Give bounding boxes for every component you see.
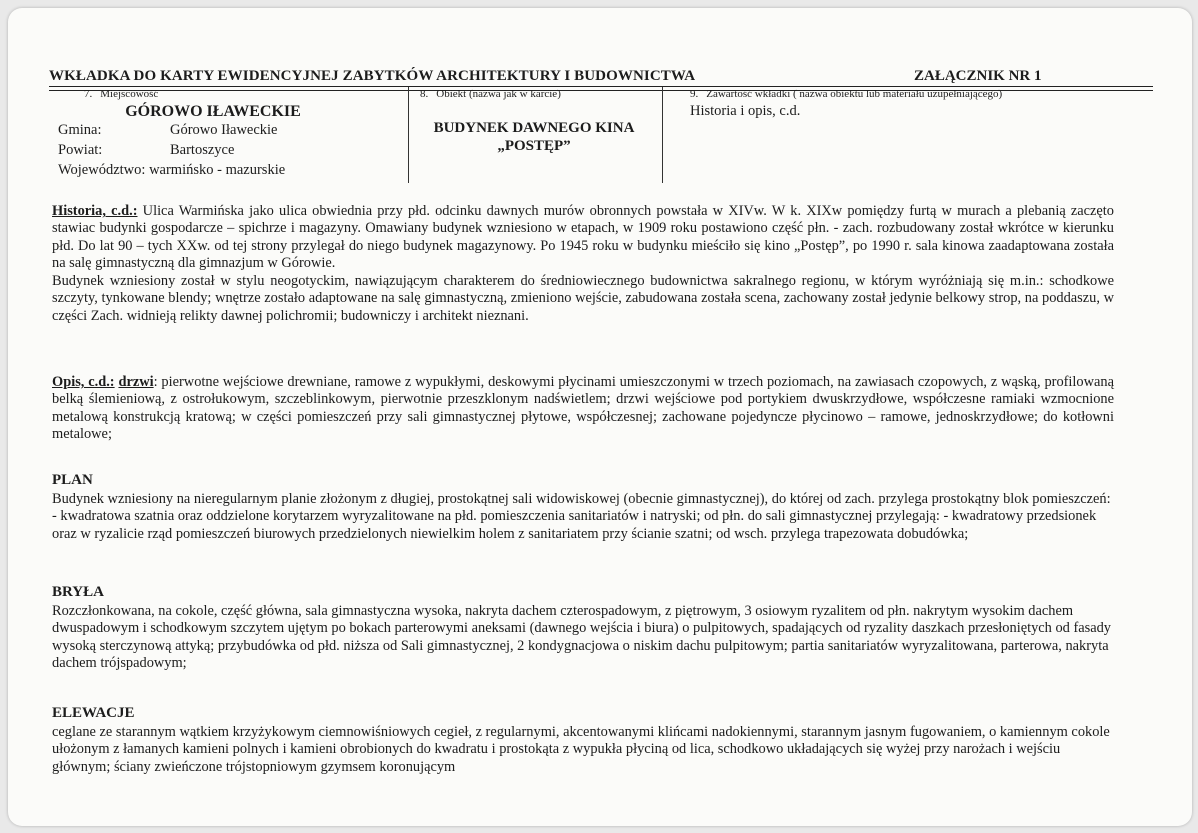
plan-paragraph: Budynek wzniesiony na nieregularnym planie złożonym z długiej, prostokątnej sali widowiskowej (obecnie gimnastycznej), do której od zach. przylega prostokątny blok pomieszczeń: - kwadratowa szatnia oraz oddzielone korytarzem wyryzalitowane na płd. pomieszczenia sanitariatów i natryski; od płn. do sali gimnastycznej przylegają: - kwadratowy przedsionek oraz w ryzalicie rząd pomieszczeń biurowych przedzielonych niewielkim holem z sanitariatem przy ścianie szatni; od wsch. przylega trapezowata dobudówka; (52, 491, 1111, 542)
box9-label: 9. Zawartość wkładki ( nazwa obiektu lub materiału uzupełniającego) (690, 88, 1003, 100)
style-paragraph: Budynek wzniesiony został w stylu neogotyckim, nawiązującym charakterem do średniowiecznego budownictwa sakralnego regionu, w którym wyróżniają się m.in.: schodkowe szczyty, tynkowane blendy; wnętrze zostało adaptowane na salę gimnastyczną, zmieniono wejście, zabudowana została scena, zachowany został jedynie belkowy strop, na poddaszu, w części Zach. widnieją relikty dawnej polichromii; budowniczy i architekt nieznani. (52, 273, 1114, 324)
history-paragraph: Historia, c.d.: Ulica Warmińska jako ulica obwiednia przy płd. odcinku dawnych murów obronnych powstała w XIVw. W k. XIXw pomiędzy furtą w murach a plebanią zaczęto stawiac budynki gospodarcze – spichrze i magazyny. Omawiany budynek wzniesiono w etapach, w 1909 roku postawiono część płn. - zach. rozbudowany został wkrótce w kierunku płd. Do lat 90 – tych XXw. od tej strony przylegał do niego budynek magazynowy. Po 1945 roku w budynku mieściło się kino „Postęp”, po 1990 r. sala kinowa zaadaptowana została na salę gimnastyczną dla gimnazjum w Górowie. (52, 203, 1114, 272)
insert-content: Historia i opis, c.d. (690, 103, 801, 119)
powiat-row: Powiat: Bartoszyce (58, 142, 235, 158)
box-divider (662, 87, 663, 183)
header-rule (49, 86, 1153, 87)
annex-number: ZAŁĄCZNIK NR 1 (914, 68, 1042, 84)
bryla-heading: BRYŁA (52, 584, 104, 600)
description-paragraph: Opis, c.d.: drzwi: pierwotne wejściowe drewniane, ramowe z wypukłymi, deskowymi płycinami umieszczonymi w trzech poziomach, na zawiasach czopowych, z wąską, profilowaną belką ślemieniową, z ostrołukowym, szczeblinkowym, pierwotnie przeszklonym nadświetlem; drzwi wejściowe pod portykiem dwuskrzydłowe, współczesne ramiaki wzmocnione metalową konstrukcją kratową; w części pomieszczeń przy sali gimnastycznej płytowe, współczesnej; zachowane pojedyncze płycinowo – ramowe, jednoskrzydłowe; do kotłowni metalowe; (52, 374, 1114, 443)
box8-label: 8. Obiekt (nazwa jak w karcie) (420, 88, 561, 100)
bryla-paragraph: Rozczłonkowana, na cokole, część główna, sala gimnastyczna wysoka, nakryta dachem czterospadowym, z piętrowym, 3 osiowym ryzalitem od płn. nakrytym wysokim dachem dwuspadowym i schodkowym szczytem ujętym po bokach parterowymi aneksami (dawnego wejścia i biura) o pulpitowych, spadających od ryzality daszkach przesłoniętych od fasady wysoką sterczynową attyką; przybudówka od płd. niższa od Sali gimnastycznej, 2 kondygnacjowa o niskim dachu pulpitowym; partia sanitariatów wyryzalitowana, parterowa, nakryta dachem trójspadowym; (52, 603, 1111, 672)
elewacje-heading: ELEWACJE (52, 705, 135, 721)
object-name: BUDYNEK DAWNEGO KINA „POSTĘP” (433, 120, 635, 154)
wojewodztwo-row: Województwo: warmińsko - mazurskie (58, 162, 286, 178)
document-title: WKŁADKA DO KARTY EWIDENCYJNEJ ZABYTKÓW ARCHITEKTURY I BUDOWNICTWA (49, 68, 696, 84)
gmina-row: Gmina: Górowo Iławeckie (58, 122, 278, 138)
elewacje-paragraph: ceglane ze starannym wątkiem krzyżykowym ciemnowiśniowych cegieł, z regularnymi, akcentowanymi klińcami nadokiennymi, starannym jasnym fugowaniem, o kamiennym cokole ułożonym z łamanych kamieni polnych i kamieni obrobionych do kwadratu i prostokąta z wypukła płyciną od lica, schodkowo układających się wyżej przy narożach i wejściu głównym; ściany zwieńczone trójstopniowym gzymsem koronującym (52, 724, 1110, 775)
place-name: GÓROWO IŁAWECKIE (125, 103, 301, 120)
plan-heading: PLAN (52, 472, 93, 488)
box7-label: 7. Miejscowość (84, 88, 159, 100)
